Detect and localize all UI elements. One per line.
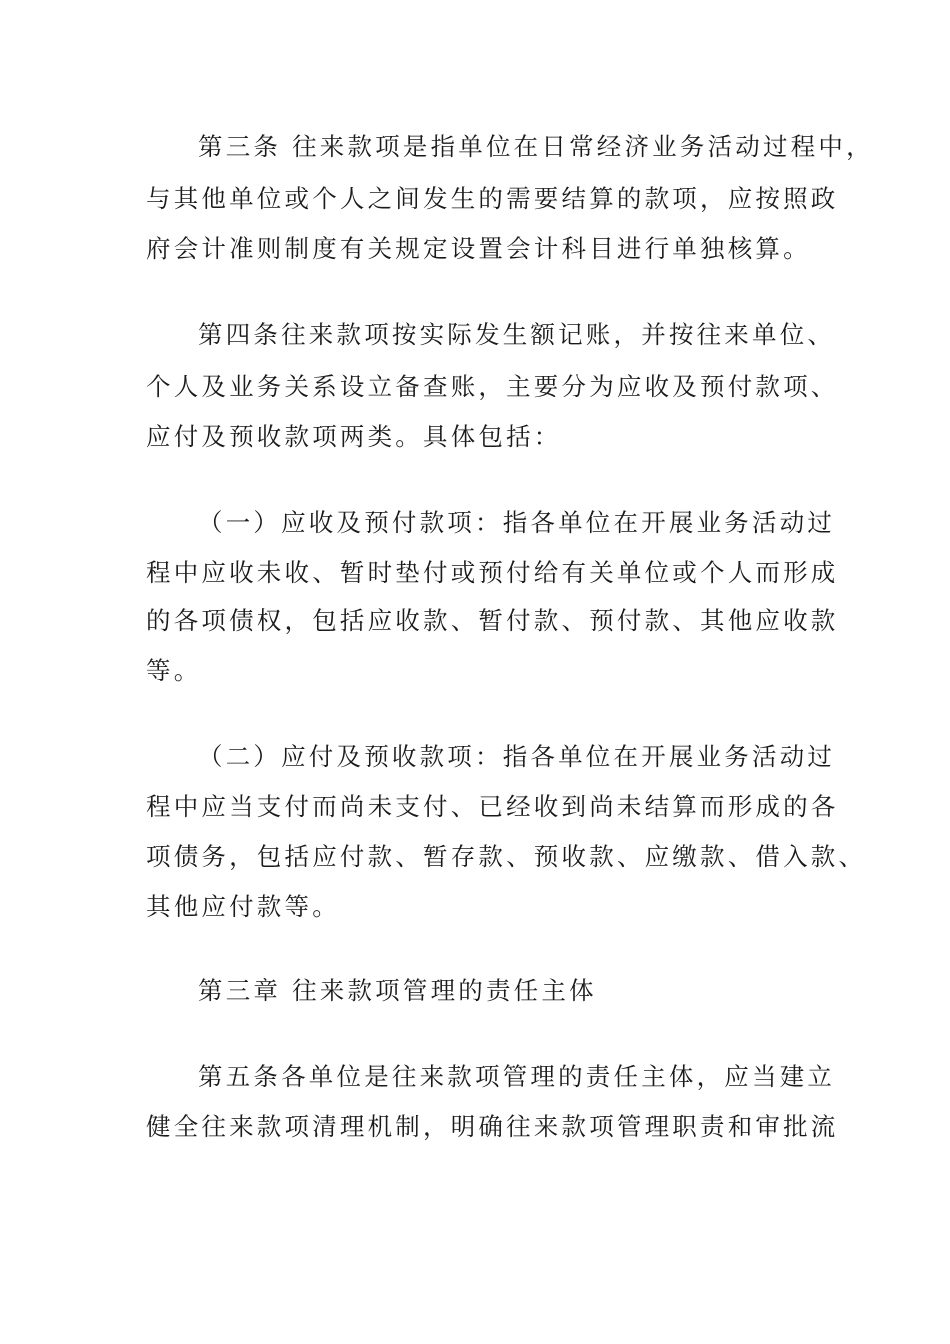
article-5-line-2: 健全往来款项清理机制，明确往来款项管理职责和审批流 [146,1112,839,1141]
item-1-line-4: 等。 [146,656,202,685]
item-1-line-1: （一）应收及预付款项：指各单位在开展业务活动过 [198,508,836,537]
item-1-line-2: 程中应收未收、暂时垫付或预付给有关单位或个人而形成 [146,558,839,587]
item-2-line-2: 程中应当支付而尚未支付、已经收到尚未结算而形成的各 [146,792,839,821]
article-5-line-1: 第五条各单位是往来款项管理的责任主体，应当建立 [198,1062,836,1091]
item-2-line-1: （二）应付及预收款项：指各单位在开展业务活动过 [198,742,836,771]
chapter-3-heading: 第三章 往来款项管理的责任主体 [198,976,597,1005]
article-3-line-1: 第三条 往来款项是指单位在日常经济业务活动过程中， [198,132,874,161]
article-4-line-3: 应付及预收款项两类。具体包括： [146,422,562,451]
article-4-line-2: 个人及业务关系设立备查账，主要分为应收及预付款项、 [146,372,839,401]
article-4-line-1: 第四条往来款项按实际发生额记账，并按往来单位、 [198,320,836,349]
item-1-line-3: 的各项债权，包括应收款、暂付款、预付款、其他应收款 [146,606,839,635]
item-2-line-4: 其他应付款等。 [146,892,340,921]
article-3-line-3: 府会计准则制度有关规定设置会计科目进行单独核算。 [146,234,811,263]
item-2-line-3: 项债务，包括应付款、暂存款、预收款、应缴款、借入款、 [146,842,867,871]
article-3-line-2: 与其他单位或个人之间发生的需要结算的款项，应按照政 [146,184,839,213]
